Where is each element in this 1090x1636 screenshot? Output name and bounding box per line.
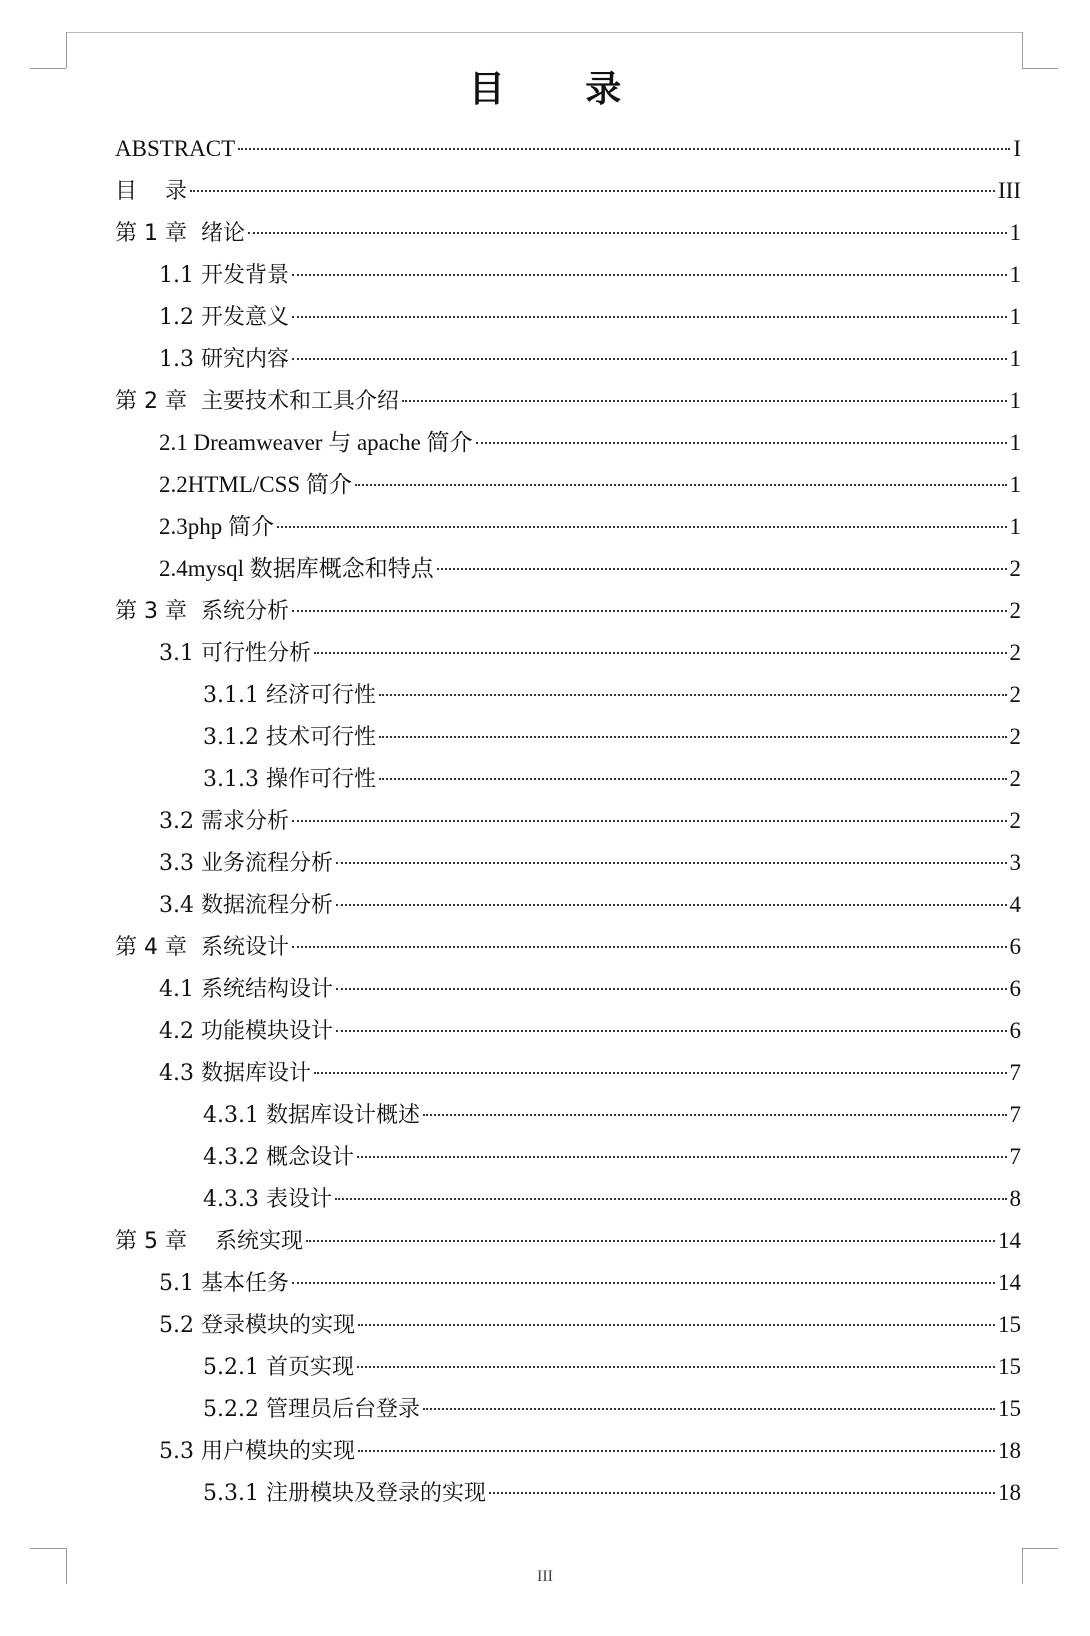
toc-entry-label: 第 1 章 绪论: [115, 221, 245, 246]
toc-entry[interactable]: [115, 1430, 1021, 1472]
toc-entry-label: ABSTRACT: [115, 136, 236, 161]
toc-entry-page: 14: [998, 1270, 1021, 1295]
toc-entry[interactable]: [115, 212, 1021, 254]
dot-leader: [335, 1198, 1007, 1200]
toc-entry[interactable]: [115, 926, 1021, 968]
toc-entry-page: 15: [998, 1354, 1021, 1379]
dot-leader: [357, 1156, 1007, 1158]
toc-entry[interactable]: [115, 422, 1021, 464]
toc-entry-page: 8: [1009, 1186, 1021, 1211]
toc-entry[interactable]: [115, 1262, 1021, 1304]
toc-entry-page: 6: [1009, 1018, 1021, 1043]
dot-leader: [355, 484, 1007, 486]
toc-entry-label: 1.3 研究内容: [159, 347, 289, 372]
toc-entry-label: 3.1.3 操作可行性: [203, 767, 376, 792]
toc-entry-page: 1: [1009, 220, 1021, 245]
toc-entry[interactable]: [115, 674, 1021, 716]
toc-entry[interactable]: [115, 1472, 1021, 1514]
toc-entry[interactable]: [115, 716, 1021, 758]
toc-entry[interactable]: [115, 1136, 1021, 1178]
dot-leader: [336, 862, 1007, 864]
toc-entry[interactable]: [115, 800, 1021, 842]
toc-entry[interactable]: [115, 338, 1021, 380]
toc-entry-page: 15: [998, 1396, 1021, 1421]
dot-leader: [314, 1072, 1007, 1074]
toc-entry-label: 1.1 开发背景: [159, 263, 289, 288]
dot-leader: [476, 442, 1007, 444]
toc-entry-label: 5.2.1 首页实现: [203, 1355, 354, 1380]
toc-entry-page: 2: [1009, 682, 1021, 707]
dot-leader: [306, 1240, 995, 1242]
toc-entry-label: 5.2.2 管理员后台登录: [203, 1397, 420, 1422]
dot-leader: [423, 1408, 995, 1410]
dot-leader: [292, 946, 1007, 948]
toc-entry[interactable]: [115, 464, 1021, 506]
toc-entry[interactable]: [115, 1304, 1021, 1346]
dot-leader: [314, 652, 1007, 654]
toc-entry-label: 第 3 章 系统分析: [115, 599, 289, 624]
toc-entry[interactable]: [115, 1010, 1021, 1052]
toc-entry[interactable]: [115, 1346, 1021, 1388]
toc-entry[interactable]: [115, 128, 1021, 170]
dot-leader: [336, 1030, 1007, 1032]
toc-entry-label: 5.2 登录模块的实现: [159, 1313, 355, 1338]
toc-entry-page: 6: [1009, 934, 1021, 959]
toc-entry-page: 7: [1009, 1102, 1021, 1127]
toc-entry[interactable]: [115, 254, 1021, 296]
toc-entry[interactable]: [115, 1052, 1021, 1094]
toc-entry-label: 2.4mysql 数据库概念和特点: [159, 556, 434, 581]
toc-entry-page: 2: [1009, 640, 1021, 665]
dot-leader: [379, 736, 1007, 738]
toc-entry[interactable]: [115, 884, 1021, 926]
toc-entry-label: 2.1 Dreamweaver 与 apache 简介: [159, 430, 473, 455]
toc-entry-page: 2: [1009, 556, 1021, 581]
dot-leader: [277, 526, 1007, 528]
toc-entry-label: 5.3.1 注册模块及登录的实现: [203, 1481, 486, 1506]
toc-entry[interactable]: [115, 296, 1021, 338]
dot-leader: [292, 358, 1007, 360]
dot-leader: [336, 988, 1007, 990]
toc-entry-label: 5.1 基本任务: [159, 1271, 289, 1296]
header-rule: [66, 32, 1022, 33]
toc-entry-page: I: [1013, 136, 1021, 161]
dot-leader: [292, 316, 1007, 318]
dot-leader: [402, 400, 1007, 402]
toc-entry-page: 1: [1009, 388, 1021, 413]
table-of-contents: [115, 128, 1021, 1514]
toc-entry-page: 6: [1009, 976, 1021, 1001]
dot-leader: [292, 1282, 995, 1284]
toc-entry-page: 4: [1009, 892, 1021, 917]
toc-entry-page: 1: [1009, 472, 1021, 497]
toc-entry-page: 15: [998, 1312, 1021, 1337]
toc-entry-page: 3: [1009, 850, 1021, 875]
dot-leader: [190, 190, 995, 192]
toc-entry-label: 2.3php 简介: [159, 514, 274, 539]
toc-entry[interactable]: [115, 1094, 1021, 1136]
toc-entry-page: 18: [998, 1438, 1021, 1463]
toc-entry-label: 第 2 章 主要技术和工具介绍: [115, 389, 399, 414]
toc-entry-label: 第 5 章 系统实现: [115, 1229, 303, 1254]
crop-mark-bottom-left: [30, 1548, 66, 1549]
toc-entry-page: 2: [1009, 724, 1021, 749]
toc-entry-label: 4.1 系统结构设计: [159, 977, 333, 1002]
toc-entry-label: 3.4 数据流程分析: [159, 893, 333, 918]
page-title: 目 录: [468, 69, 656, 110]
toc-entry[interactable]: [115, 1388, 1021, 1430]
toc-entry-page: 7: [1009, 1060, 1021, 1085]
toc-entry[interactable]: [115, 1178, 1021, 1220]
dot-leader: [437, 568, 1007, 570]
toc-entry-label: 3.2 需求分析: [159, 809, 289, 834]
dot-leader: [358, 1450, 995, 1452]
toc-entry-label: 1.2 开发意义: [159, 305, 289, 330]
dot-leader: [292, 274, 1007, 276]
toc-entry-page: 14: [998, 1228, 1021, 1253]
toc-entry[interactable]: [115, 170, 1021, 212]
footer-page-number: III: [537, 1568, 553, 1585]
dot-leader: [292, 820, 1007, 822]
toc-entry-page: 1: [1009, 346, 1021, 371]
dot-leader: [238, 148, 1010, 150]
toc-entry-label: 5.3 用户模块的实现: [159, 1439, 355, 1464]
toc-entry-label: 2.2HTML/CSS 简介: [159, 472, 352, 497]
dot-leader: [489, 1492, 995, 1494]
toc-entry-page: 2: [1009, 766, 1021, 791]
toc-entry[interactable]: [115, 548, 1021, 590]
dot-leader: [423, 1114, 1007, 1116]
toc-entry-page: 1: [1009, 430, 1021, 455]
crop-mark-bottom-right: [1022, 1548, 1058, 1549]
dot-leader: [248, 232, 1007, 234]
dot-leader: [379, 694, 1007, 696]
toc-entry-label: 4.2 功能模块设计: [159, 1019, 333, 1044]
toc-entry[interactable]: [115, 506, 1021, 548]
toc-entry[interactable]: [115, 590, 1021, 632]
dot-leader: [292, 610, 1007, 612]
toc-entry-label: 目 录: [115, 179, 187, 204]
toc-entry-label: 3.1.2 技术可行性: [203, 725, 376, 750]
toc-entry-label: 4.3.3 表设计: [203, 1187, 332, 1212]
dot-leader: [336, 904, 1007, 906]
toc-entry-page: 1: [1009, 514, 1021, 539]
toc-entry-page: 2: [1009, 598, 1021, 623]
dot-leader: [379, 778, 1007, 780]
dot-leader: [357, 1366, 995, 1368]
toc-entry-page: III: [998, 178, 1021, 203]
toc-entry[interactable]: [115, 632, 1021, 674]
toc-entry-label: 4.3 数据库设计: [159, 1061, 311, 1086]
toc-entry-label: 3.3 业务流程分析: [159, 851, 333, 876]
toc-entry[interactable]: [115, 842, 1021, 884]
toc-entry[interactable]: [115, 380, 1021, 422]
toc-entry-page: 7: [1009, 1144, 1021, 1169]
dot-leader: [358, 1324, 995, 1326]
toc-entry-page: 1: [1009, 262, 1021, 287]
toc-entry[interactable]: [115, 1220, 1021, 1262]
toc-entry[interactable]: [115, 968, 1021, 1010]
toc-entry[interactable]: [115, 758, 1021, 800]
toc-entry-page: 18: [998, 1480, 1021, 1505]
toc-entry-label: 4.3.1 数据库设计概述: [203, 1103, 420, 1128]
toc-entry-page: 2: [1009, 808, 1021, 833]
toc-entry-label: 第 4 章 系统设计: [115, 935, 289, 960]
toc-entry-label: 4.3.2 概念设计: [203, 1145, 354, 1170]
toc-entry-label: 3.1 可行性分析: [159, 641, 311, 666]
toc-entry-label: 3.1.1 经济可行性: [203, 683, 376, 708]
toc-entry-page: 1: [1009, 304, 1021, 329]
